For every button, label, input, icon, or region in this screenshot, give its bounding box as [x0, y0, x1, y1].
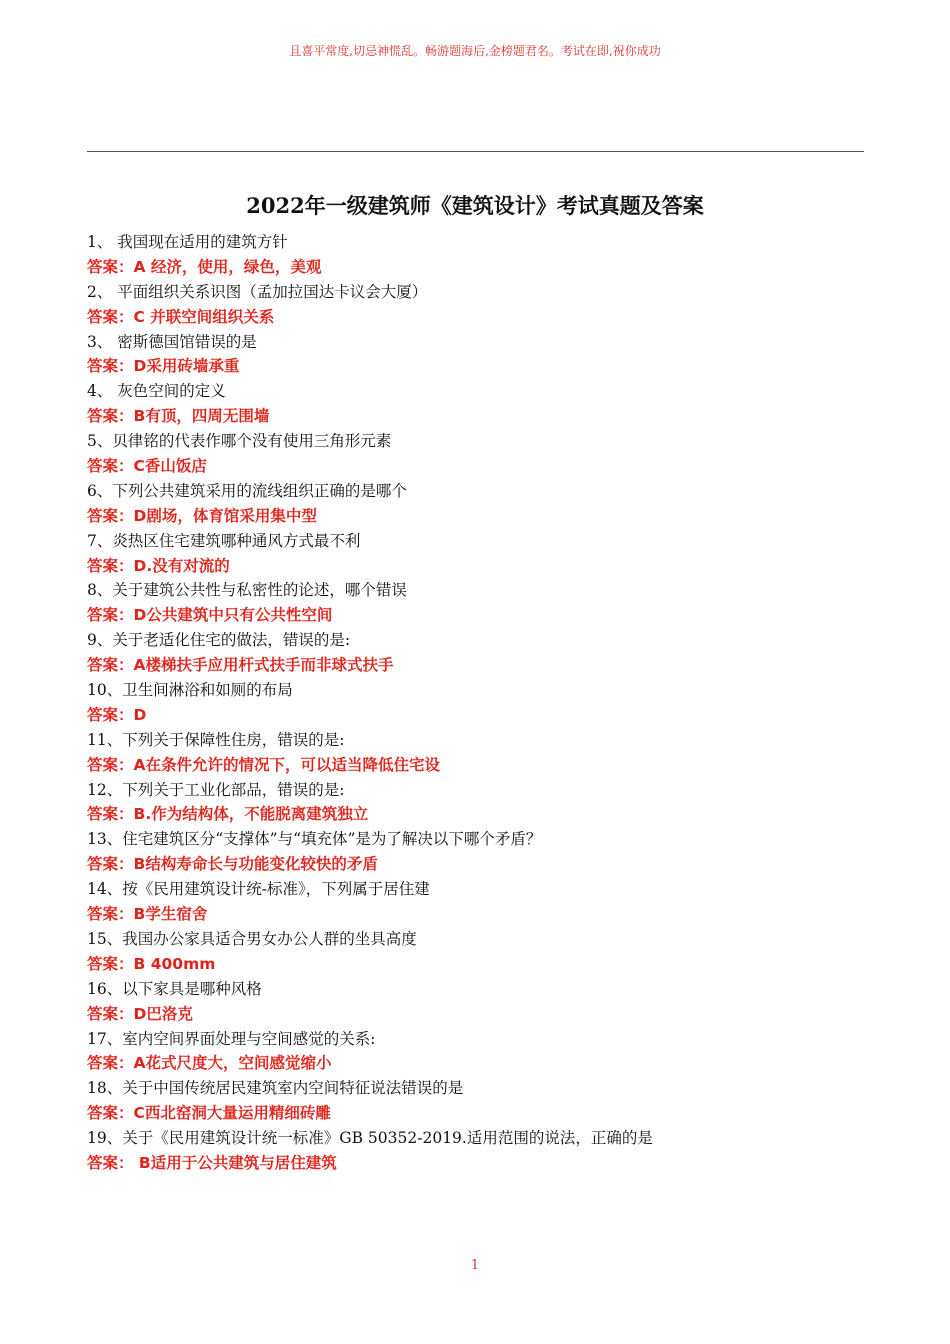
header-motto: 且喜平常度,切忌神慌乱。畅游题海后,金榜题君名。考试在即,祝你成功: [289, 44, 661, 58]
question-answer-list: [87, 230, 887, 1176]
question-11: 11、下列关于保障性住房，错误的是:: [87, 730, 345, 749]
answer-3: 答案：D采用砖墙承重: [87, 357, 240, 376]
answer-13: 答案：B结构寿命长与功能变化较快的矛盾: [87, 855, 378, 874]
question-3: 3、 密斯德国馆错误的是: [87, 332, 257, 351]
answer-5: 答案：C香山饭店: [87, 457, 207, 476]
answer-17: 答案：A花式尺度大，空间感觉缩小: [87, 1054, 332, 1073]
answer-12: 答案：B.作为结构体，不能脱离建筑独立: [87, 805, 369, 824]
answer-16: 答案：D巴洛克: [87, 1004, 193, 1023]
answer-7: 答案：D.没有对流的: [87, 556, 230, 575]
question-8: 8、关于建筑公共性与私密性的论述，哪个错误: [87, 581, 407, 600]
answer-9: 答案：A楼梯扶手应用杆式扶手而非球式扶手: [87, 656, 394, 675]
answer-14: 答案：B学生宿舍: [87, 905, 208, 924]
answer-18: 答案：C西北窑洞大量运用精细砖雕: [87, 1104, 331, 1123]
question-10: 10、卫生间淋浴和如厕的布局: [87, 681, 293, 700]
page-number: 1: [470, 1258, 480, 1273]
answer-2: 答案：C 并联空间组织关系: [87, 307, 275, 326]
question-17: 17、室内空间界面处理与空间感觉的关系:: [87, 1029, 376, 1048]
answer-11: 答案：A在条件允许的情况下，可以适当降低住宅设: [87, 755, 440, 774]
question-4: 4、 灰色空间的定义: [87, 382, 226, 401]
question-13: 13、住宅建筑区分“支撑体”与“填充体”是为了解决以下哪个矛盾？: [87, 830, 542, 849]
answer-4: 答案：B有顶，四周无围墙: [87, 407, 270, 426]
answer-6: 答案：D剧场，体育馆采用集中型: [87, 506, 317, 525]
answer-15: 答案：B 400mm: [87, 954, 216, 973]
document-title: 2022年一级建筑师《建筑设计》考试真题及答案: [246, 193, 704, 218]
question-14: 14、按《民用建筑设计统-标准》，下列属于居住建: [87, 880, 430, 899]
question-7: 7、炎热区住宅建筑哪种通风方式最不利: [87, 531, 361, 550]
question-19: 19、关于《民用建筑设计统一标准》GB 50352-2019.适用范围的说法，正确的是: [87, 1129, 653, 1148]
question-2: 2、 平面组织关系识图（孟加拉国达卡议会大厦）: [87, 282, 428, 301]
question-6: 6、下列公共建筑采用的流线组织正确的是哪个: [87, 481, 407, 500]
answer-10: 答案：D: [87, 705, 147, 724]
answer-8: 答案：D公共建筑中只有公共性空间: [87, 606, 333, 625]
question-5: 5、贝律铭的代表作哪个没有使用三角形元素: [87, 432, 392, 451]
question-12: 12、下列关于工业化部品，错误的是:: [87, 780, 345, 799]
answer-1: 答案：A 经济，使用，绿色，美观: [87, 257, 322, 276]
question-1: 1、 我国现在适用的建筑方针: [87, 233, 288, 251]
answer-19: 答案： B适用于公共建筑与居住建筑: [87, 1153, 337, 1172]
question-9: 9、关于老适化住宅的做法，错误的是:: [87, 631, 351, 650]
question-18: 18、关于中国传统居民建筑室内空间特征说法错误的是: [87, 1079, 464, 1098]
header-divider: [87, 151, 864, 152]
question-15: 15、我国办公家具适合男女办公人群的坐具高度: [87, 929, 417, 948]
question-16: 16、以下家具是哪种风格: [87, 979, 262, 998]
